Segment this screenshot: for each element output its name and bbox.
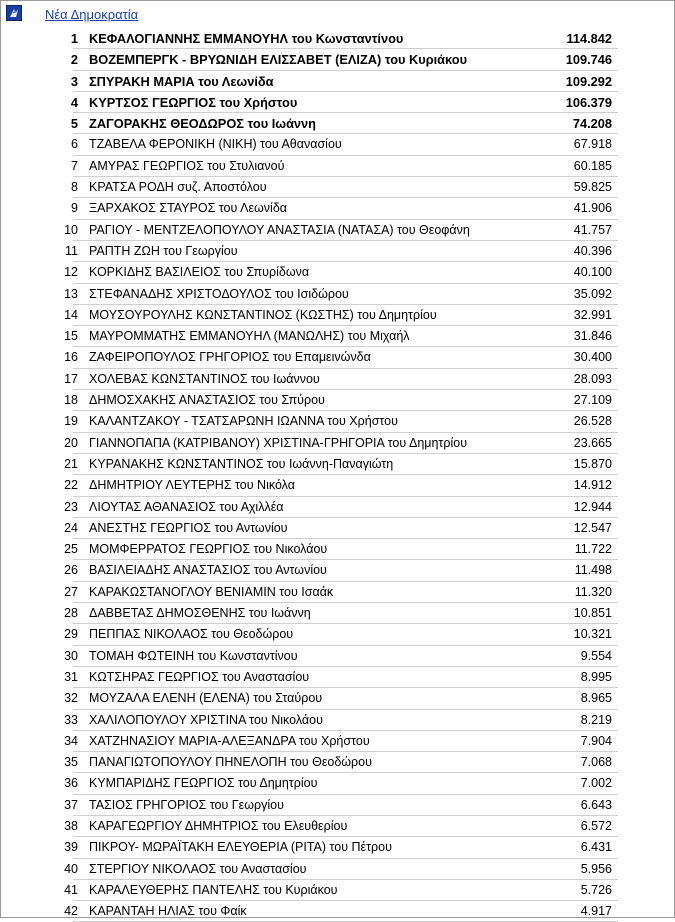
candidate-row	[45, 113, 615, 134]
candidate-row	[45, 901, 615, 922]
candidate-rank: 17	[64, 371, 78, 386]
candidate-row	[45, 28, 615, 49]
candidate-votes: 26.528	[573, 414, 612, 429]
candidate-name: ΔΗΜΟΣΧΑΚΗΣ ΑΝΑΣΤΑΣΙΟΣ του Σπύρου	[89, 393, 325, 408]
candidate-rank: 3	[70, 73, 78, 89]
candidate-row	[45, 198, 615, 219]
candidate-name: ΚΑΡΑΝΤΑΗ ΗΛΙΑΣ του Φαίκ	[89, 904, 247, 919]
candidate-rank: 21	[64, 456, 78, 471]
candidate-votes: 23.665	[573, 435, 612, 450]
candidate-name: ΚΥΜΠΑΡΙΔΗΣ ΓΕΩΡΓΙΟΣ του Δημητρίου	[89, 776, 318, 791]
candidate-votes: 109.746	[565, 52, 612, 68]
candidate-name: ΤΟΜΑΗ ΦΩΤΕΙΝΗ του Κωνσταντίνου	[89, 648, 298, 663]
candidate-name: ΖΑΦΕΙΡΟΠΟΥΛΟΣ ΓΡΗΓΟΡΙΟΣ του Επαμεινώνδα	[89, 350, 371, 365]
candidate-row	[45, 667, 615, 688]
candidate-name: ΚΥΡΤΣΟΣ ΓΕΩΡΓΙΟΣ του Χρήστου	[89, 94, 298, 110]
candidate-votes: 27.109	[573, 393, 612, 408]
candidate-votes: 59.825	[573, 180, 612, 195]
candidate-row	[45, 390, 615, 411]
candidate-row	[45, 773, 615, 794]
candidate-votes: 12.944	[573, 499, 612, 514]
candidate-votes: 41.757	[573, 222, 612, 237]
candidate-rank: 15	[64, 329, 78, 344]
candidate-name: ΜΑΥΡΟΜΜΑΤΗΣ ΕΜΜΑΝΟΥΗΛ (ΜΑΝΩΛΗΣ) του Μιχαήλ	[89, 329, 410, 344]
candidate-votes: 8.219	[580, 712, 612, 727]
candidate-rank: 5	[70, 116, 78, 132]
candidate-votes: 67.918	[573, 137, 612, 152]
candidate-name: ΚΟΡΚΙΔΗΣ ΒΑΣΙΛΕΙΟΣ του Σπυρίδωνα	[89, 265, 310, 280]
candidate-name: ΔΗΜΗΤΡΙΟΥ ΛΕΥΤΕΡΗΣ του Νικόλα	[89, 478, 295, 493]
candidate-row	[45, 305, 615, 326]
candidate-name: ΔΑΒΒΕΤΑΣ ΔΗΜΟΣΘΕΝΗΣ του Ιωάννη	[89, 606, 311, 621]
candidate-row	[45, 369, 615, 390]
candidate-name: ΠΑΝΑΓΙΩΤΟΠΟΥΛΟΥ ΠΗΝΕΛΟΠΗ του Θεοδώρου	[89, 755, 372, 770]
candidate-row	[45, 560, 615, 581]
candidate-votes: 4.917	[580, 904, 612, 919]
candidate-rank: 26	[64, 563, 78, 578]
candidate-rank: 7	[71, 158, 78, 173]
candidate-rank: 31	[64, 669, 78, 684]
candidate-votes: 11.498	[574, 563, 612, 578]
candidate-rank: 42	[64, 904, 78, 919]
candidate-row	[45, 134, 615, 155]
candidate-row	[45, 582, 615, 603]
candidate-list	[45, 28, 615, 922]
candidate-rank: 23	[64, 499, 78, 514]
candidate-rank: 4	[70, 94, 78, 110]
candidate-votes: 7.904	[580, 733, 612, 748]
candidate-row	[45, 220, 615, 241]
candidate-row	[45, 454, 615, 475]
candidate-row	[45, 603, 615, 624]
candidate-rank: 34	[64, 733, 78, 748]
candidate-rank: 35	[64, 755, 78, 770]
candidate-votes: 6.431	[580, 840, 612, 855]
candidate-name: ΤΑΣΙΟΣ ΓΡΗΓΟΡΙΟΣ του Γεωργίου	[89, 797, 284, 812]
candidate-name: ΚΕΦΑΛΟΓΙΑΝΝΗΣ ΕΜΜΑΝΟΥΗΛ του Κωνσταντίνου	[89, 31, 404, 46]
candidate-votes: 35.092	[573, 286, 612, 301]
candidate-votes: 74.208	[572, 116, 612, 132]
party-name-link[interactable]: Νέα Δημοκρατία	[45, 7, 139, 22]
candidate-name: ΣΤΕΡΓΙΟΥ ΝΙΚΟΛΑΟΣ του Αναστασίου	[89, 861, 307, 876]
candidate-votes: 30.400	[573, 350, 612, 365]
candidate-row	[45, 347, 615, 368]
candidate-name: ΧΑΤΖΗΝΑΣΙΟΥ ΜΑΡΙΑ-ΑΛΕΞΑΝΔΡΑ του Χρήστου	[89, 733, 370, 748]
candidate-name: ΖΑΓΟΡΑΚΗΣ ΘΕΟΔΩΡΟΣ του Ιωάννη	[89, 116, 316, 132]
candidate-row	[45, 433, 615, 454]
candidate-votes: 11.320	[574, 584, 612, 599]
candidate-rank: 41	[64, 882, 78, 897]
candidate-name: ΜΟΥΖΑΛΑ ΕΛΕΝΗ (ΕΛΕΝΑ) του Σταύρου	[89, 691, 323, 706]
candidate-row	[45, 752, 615, 773]
candidate-name: ΧΟΛΕΒΑΣ ΚΩΝΣΤΑΝΤΙΝΟΣ του Ιωάννου	[89, 371, 320, 386]
candidate-rank: 16	[64, 350, 78, 365]
candidate-votes: 9.554	[580, 648, 612, 663]
candidate-name: ΚΑΡΑΓΕΩΡΓΙΟΥ ΔΗΜΗΤΡΙΟΣ του Ελευθερίου	[89, 818, 348, 833]
candidate-row	[45, 731, 615, 752]
candidate-rank: 40	[64, 861, 78, 876]
candidate-name: ΜΟΜΦΕΡΡΑΤΟΣ ΓΕΩΡΓΙΟΣ του Νικολάου	[89, 542, 328, 557]
candidate-rank: 33	[64, 712, 78, 727]
party-logo-icon	[6, 5, 22, 21]
candidate-votes: 10.321	[573, 627, 612, 642]
candidate-votes: 7.002	[580, 776, 612, 791]
candidate-row	[45, 284, 615, 305]
candidate-row	[45, 326, 615, 347]
candidate-votes: 109.292	[565, 73, 612, 89]
candidate-name: ΠΙΚΡΟΥ- ΜΩΡΑΪΤΑΚΗ ΕΛΕΥΘΕΡΙΑ (ΡΙΤΑ) του Πέτρου	[89, 840, 392, 855]
candidate-votes: 6.643	[580, 797, 612, 812]
candidate-rank: 14	[64, 307, 78, 322]
candidate-rank: 36	[64, 776, 78, 791]
candidate-name: ΤΖΑΒΕΛΑ ΦΕΡΟΝΙΚΗ (ΝΙΚΗ) του Αθανασίου	[89, 137, 342, 152]
candidate-name: ΡΑΠΤΗ ΖΩΗ του Γεωργίου	[89, 243, 238, 258]
candidate-votes: 31.846	[573, 329, 612, 344]
candidate-rank: 24	[64, 520, 78, 535]
candidate-rank: 11	[65, 243, 78, 258]
candidate-votes: 106.379	[565, 94, 612, 110]
candidate-votes: 10.851	[573, 606, 612, 621]
candidate-row	[45, 49, 615, 70]
candidate-name: ΣΠΥΡΑΚΗ ΜΑΡΙΑ του Λεωνίδα	[89, 73, 274, 89]
candidate-row	[45, 92, 615, 113]
candidate-rank: 10	[64, 222, 78, 237]
candidate-votes: 5.726	[580, 882, 612, 897]
candidate-rank: 12	[64, 265, 78, 280]
candidate-rank: 1	[70, 31, 78, 46]
candidate-rank: 2	[70, 52, 78, 68]
candidate-row	[45, 795, 615, 816]
candidate-name: ΚΡΑΤΣΑ ΡΟΔΗ συζ. Αποστόλου	[89, 180, 267, 195]
candidate-votes: 6.572	[580, 818, 612, 833]
candidate-name: ΡΑΓΙΟΥ - ΜΕΝΤΖΕΛΟΠΟΥΛΟΥ ΑΝΑΣΤΑΣΙΑ (ΝΑΤΑΣΑ) του Θεοφάνη	[89, 222, 470, 237]
candidate-name: ΣΤΕΦΑΝΑΔΗΣ ΧΡΙΣΤΟΔΟΥΛΟΣ του Ισιδώρου	[89, 286, 349, 301]
candidate-rank: 19	[64, 414, 78, 429]
party-header	[1, 1, 674, 27]
candidate-row	[45, 688, 615, 709]
candidate-name: ΞΑΡΧΑΚΟΣ ΣΤΑΥΡΟΣ του Λεωνίδα	[89, 201, 288, 216]
candidate-rank: 39	[64, 840, 78, 855]
candidate-votes: 8.995	[580, 669, 612, 684]
candidate-votes: 11.722	[574, 542, 612, 557]
candidate-votes: 15.870	[573, 456, 612, 471]
candidate-row	[45, 241, 615, 262]
candidate-votes: 8.965	[580, 691, 612, 706]
candidate-rank: 8	[71, 180, 78, 195]
candidate-rank: 27	[64, 584, 78, 599]
candidate-name: ΚΩΤΣΗΡΑΣ ΓΕΩΡΓΙΟΣ του Αναστασίου	[89, 669, 310, 684]
candidate-name: ΚΑΛΑΝΤΖΑΚΟΥ - ΤΣΑΤΣΑΡΩΝΗ ΙΩΑΝΝΑ του Χρήστου	[89, 414, 398, 429]
candidate-votes: 114.842	[566, 31, 612, 46]
candidate-votes: 28.093	[573, 371, 612, 386]
candidate-name: ΚΑΡΑΚΩΣΤΑΝΟΓΛΟΥ ΒΕΝΙΑΜΙΝ του Ισαάκ	[89, 584, 334, 599]
candidate-rank: 32	[64, 691, 78, 706]
candidate-rank: 18	[64, 393, 78, 408]
candidate-name: ΒΑΣΙΛΕΙΑΔΗΣ ΑΝΑΣΤΑΣΙΟΣ του Αντωνίου	[89, 563, 327, 578]
candidate-name: ΛΙΟΥΤΑΣ ΑΘΑΝΑΣΙΟΣ του Αχιλλέα	[89, 499, 284, 514]
candidate-row	[45, 518, 615, 539]
candidate-row	[45, 624, 615, 645]
candidate-votes: 40.100	[573, 265, 612, 280]
candidate-name: ΚΥΡΑΝΑΚΗΣ ΚΩΝΣΤΑΝΤΙΝΟΣ του Ιωάννη-Παναγιώτη	[89, 456, 394, 471]
candidate-votes: 5.956	[580, 861, 612, 876]
candidate-row	[45, 837, 615, 858]
candidate-rank: 30	[64, 648, 78, 663]
candidate-votes: 32.991	[573, 307, 612, 322]
candidate-votes: 7.068	[580, 755, 612, 770]
candidate-rank: 6	[71, 137, 78, 152]
candidate-rank: 25	[64, 542, 78, 557]
candidate-votes: 12.547	[573, 520, 612, 535]
candidate-row	[45, 646, 615, 667]
candidate-name: ΓΙΑΝΝΟΠΑΠΑ (ΚΑΤΡΙΒΑΝΟΥ) ΧΡΙΣΤΙΝΑ-ΓΡΗΓΟΡΙΑ του Δημητρίου	[89, 435, 468, 450]
candidate-name: ΧΑΛΙΛΟΠΟΥΛΟΥ ΧΡΙΣΤΙΝΑ του Νικολάου	[89, 712, 323, 727]
candidate-votes: 40.396	[573, 243, 612, 258]
candidate-row	[45, 156, 615, 177]
candidate-row	[45, 497, 615, 518]
candidate-rank: 38	[64, 818, 78, 833]
candidate-rank: 13	[64, 286, 78, 301]
candidate-row	[45, 880, 615, 901]
candidate-rank: 29	[64, 627, 78, 642]
candidate-row	[45, 710, 615, 731]
candidate-row	[45, 859, 615, 880]
candidate-votes: 14.912	[573, 478, 612, 493]
candidate-name: ΒΟΖΕΜΠΕΡΓΚ - ΒΡΥΩΝΙΔΗ ΕΛΙΣΣΑΒΕΤ (ΕΛΙΖΑ) του Κυριάκου	[89, 52, 468, 68]
candidate-votes: 41.906	[573, 201, 612, 216]
candidate-name: ΑΜΥΡΑΣ ΓΕΩΡΓΙΟΣ του Στυλιανού	[89, 158, 285, 173]
candidate-row	[45, 71, 615, 92]
candidate-name: ΜΟΥΣΟΥΡΟΥΛΗΣ ΚΩΝΣΤΑΝΤΙΝΟΣ (ΚΩΣΤΗΣ) του Δημητρίου	[89, 307, 437, 322]
candidate-rank: 37	[64, 797, 78, 812]
candidate-row	[45, 262, 615, 283]
candidate-name: ΑΝΕΣΤΗΣ ΓΕΩΡΓΙΟΣ του Αντωνίου	[89, 520, 288, 535]
candidate-rank: 28	[64, 606, 78, 621]
candidate-votes: 60.185	[573, 158, 612, 173]
candidate-rank: 20	[64, 435, 78, 450]
candidate-rank: 22	[64, 478, 78, 493]
candidate-row	[45, 539, 615, 560]
candidate-rank: 9	[71, 201, 78, 216]
candidate-row	[45, 816, 615, 837]
candidate-name: ΚΑΡΑΛΕΥΘΕΡΗΣ ΠΑΝΤΕΛΗΣ του Κυριάκου	[89, 882, 338, 897]
candidate-name: ΠΕΠΠΑΣ ΝΙΚΟΛΑΟΣ του Θεοδώρου	[89, 627, 294, 642]
candidate-row	[45, 475, 615, 496]
candidate-row	[45, 177, 615, 198]
candidate-row	[45, 411, 615, 432]
